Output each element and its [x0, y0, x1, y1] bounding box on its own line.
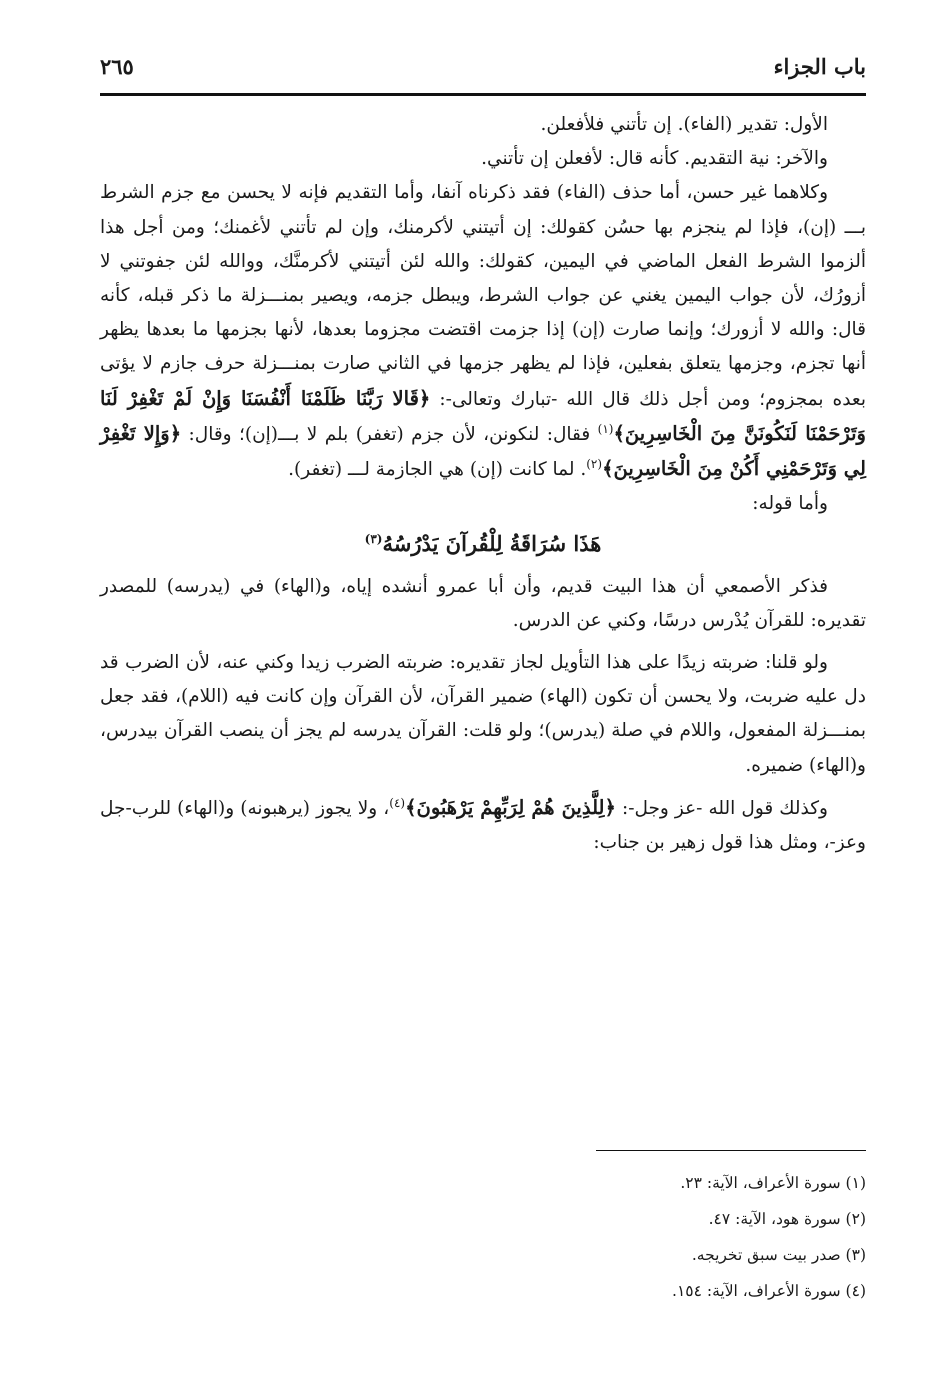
footnote-divider [596, 1150, 866, 1151]
paragraph-fourth: وأما قوله: [752, 493, 828, 515]
quran-quote-1: ﴿قَالا رَبَّنَا ظَلَمْنَا أَنْفُسَنَا وَإِنْ لَمْ تَغْفِرْ لَنَا وَتَرْحَمْنَا لَنَكُونَنَّ مِنَ الْخَاسِرِينَ﴾ [100, 386, 866, 445]
footnote-ref-4: (٤) [389, 795, 406, 810]
footnote-item: (٢) سورة هود، الآية: ٤٧. [708, 1210, 866, 1228]
quran-quote-2: ﴿وَإِلا تَغْفِرْ لِي وَتَرْحَمْنِي أَكُنْ مِنَ الْخَاسِرِينَ﴾ [100, 421, 866, 481]
footnote-item: (١) سورة الأعراف، الآية: ٢٣. [680, 1174, 866, 1192]
paragraph-seventh-text-b: ، ولا يجوز (يرهبونه) و(الهاء) للرب-جل وعز-، ومثل هذا قول زهير بن جناب: [100, 797, 866, 854]
footnote-item: (٣) صدر بيت سبق تخريجه. [691, 1246, 866, 1264]
paragraph-third-text: وكلاهما غير حسن، أما حذف (الفاء) فقد ذكرناه آنفا، وأما التقديم فإنه لا يحسن مع جزم الشرط بـــ (إن)، فإذا لم ينجزم بها حسُن كقولك: إن أتيتني لأكرمنك، وإن لم تأتني لأغمنك؛ ومن أجل هذا ألزموا الشرط الفعل الماضي في اليمين، كقولك: والله لئن أتيتني لأكرمنَّك، ووالله لئن جفوتني لا أزورُك، لأن جواب اليمين يغني عن جواب الشرط، ويبطل جزمه، ويصير بمنـــزلة ما ذكر قبله، كأنه قال: والله لا أزورك؛ وإنما صارت (إن) إذا جزمت اقتضت مجزوما بعدها، لأنها بجزمها ما بعدها يظهر أنها تجزم، وجزمها يتعلق بفعلين، فإذا لم يظهر جزمها في الثاني صارت بمنـــزلة حرف جازم لا يؤتى بعده بمجزوم؛ ومن أجل ذلك قال الله -تبارك وتعالى-: [100, 182, 866, 410]
verse-text: هَذَا سُرَاقَةُ لِلْقُرآنَ يَدْرُسُهُ [382, 531, 602, 557]
paragraph-seventh [100, 791, 866, 860]
paragraph-third [100, 176, 866, 487]
paragraph-second: والآخر: نية التقديم. كأنه قال: لأفعلن إن تأتني. [481, 148, 828, 170]
main-text [100, 108, 866, 860]
paragraph-third-text-c: . لما كانت (إن) هي الجازمة لـــ (تغفر). [288, 459, 587, 481]
paragraph-sixth: ولو قلنا: ضربته زيدًا على هذا التأويل لجاز تقديره: ضربته الضرب زيدا وكني عنه، لأن الضرب قد دل عليه ضربت، ولا يحسن أن تكون (الهاء) ضمير القرآن، لأن القرآن وإن كانت فيه (اللام)، فقد جعل بمنـــزلة المفعول، واللام في صلة (يدرس)؛ ولو قلت: القرآن يدرسه لم يجز أن ينصب القرآن بيدرس، و(الهاء) ضميره. [100, 652, 866, 776]
footnote-item: (٤) سورة الأعراف، الآية: ١٥٤. [672, 1282, 866, 1300]
page-header [100, 48, 866, 92]
paragraph-third-text-b: فقال: لنكونن، لأن جزم (تغفر) بلم لا بـــ(إن)؛ وقال: [188, 423, 591, 445]
page-number: ٢٦٥ [100, 54, 134, 79]
footnote-ref-2: (٢) [586, 456, 603, 471]
footnote-ref-1: (١) [597, 421, 614, 436]
paragraph-seventh-text-a: وكذلك قول الله -عز وجل-: [621, 797, 828, 819]
poetry-verse [100, 527, 866, 561]
paragraph-first: الأول: تقدير (الفاء). إن تأتني فلأفعلن. [540, 114, 828, 135]
footnote-ref-3: (٣) [364, 532, 383, 547]
paragraph-fifth: فذكر الأصمعي أن هذا البيت قديم، وأن أبا عمرو أنشده إياه، و(الهاء) في (يدرسه) للمصدر تقديره: للقرآن يُدْرس درسًا، وكني عن الدرس. [100, 575, 866, 631]
header-divider [100, 93, 866, 96]
footnotes [100, 1165, 866, 1309]
quran-quote-3: ﴿لِلَّذِينَ هُمْ لِرَبِّهِمْ يَرْهَبُونَ﴾ [405, 795, 616, 819]
chapter-title: باب الجزاء [773, 54, 866, 79]
